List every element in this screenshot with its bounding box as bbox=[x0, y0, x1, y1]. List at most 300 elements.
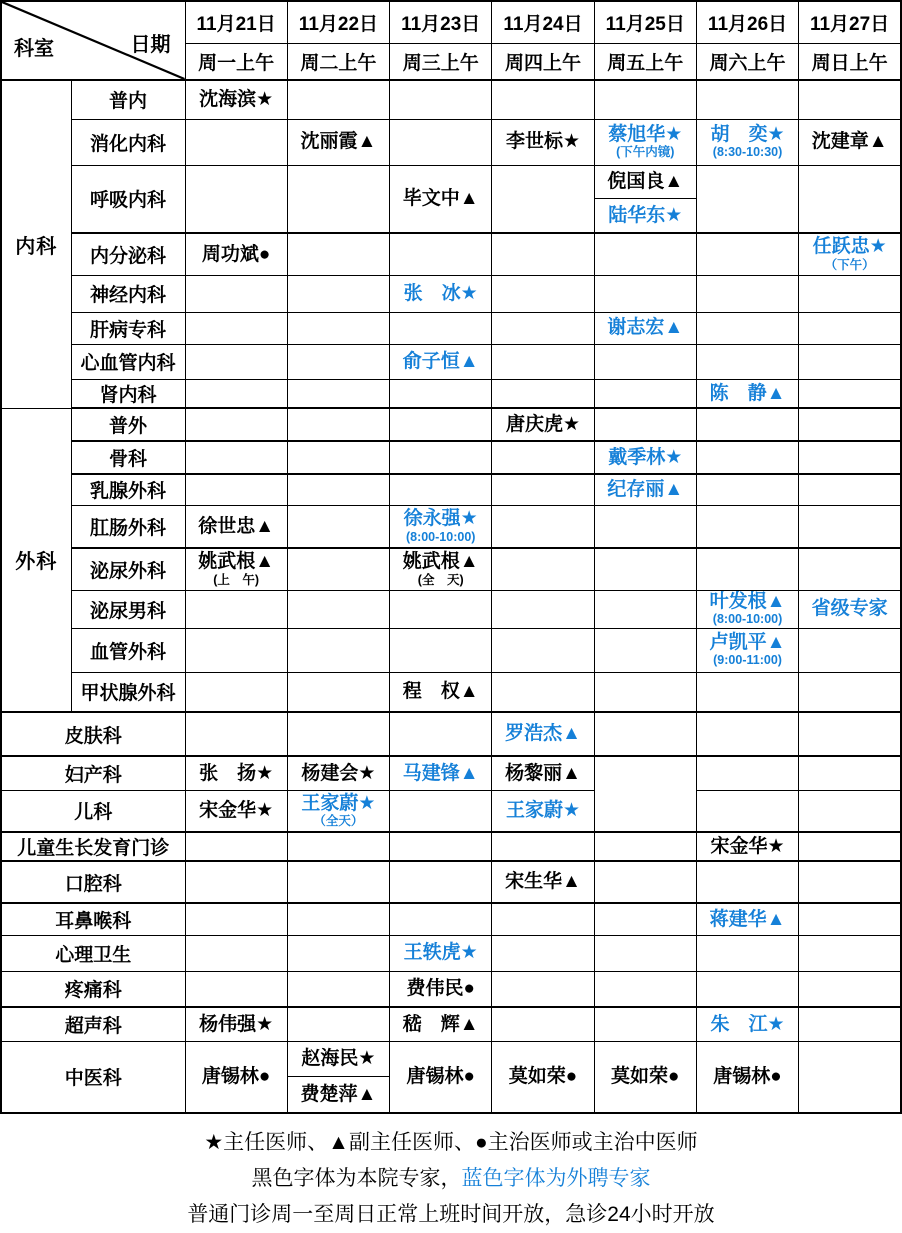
legend-symbols: ★主任医师、▲副主任医师、●主治医师或主治中医师 bbox=[204, 1131, 698, 1154]
schedule-cell bbox=[594, 628, 696, 672]
schedule-row bbox=[1, 119, 901, 165]
schedule-cell bbox=[696, 590, 798, 628]
schedule-cell bbox=[492, 1007, 594, 1041]
schedule-cell bbox=[799, 628, 901, 672]
schedule-cell bbox=[185, 119, 287, 165]
schedule-cell bbox=[594, 1041, 696, 1113]
doctor-entry: 杨黎丽▲ bbox=[505, 762, 581, 784]
corner-label-date: 日期 bbox=[130, 34, 171, 56]
doctor-entry: 毕文中▲ bbox=[402, 188, 479, 210]
dept-label: 甲状腺外科 bbox=[71, 672, 185, 712]
schedule-cell bbox=[594, 80, 696, 119]
schedule-cell bbox=[185, 790, 287, 832]
column-header-date: 11月27日 bbox=[799, 1, 901, 43]
schedule-cell bbox=[492, 275, 594, 312]
schedule-cell bbox=[594, 379, 696, 408]
doctor-entry: 胡 奕★ bbox=[710, 124, 785, 146]
schedule-cell bbox=[799, 275, 901, 312]
doctor-entry: 唐庆虎★ bbox=[505, 413, 580, 435]
schedule-cell bbox=[390, 441, 492, 474]
schedule-cell bbox=[185, 628, 287, 672]
schedule-cell bbox=[287, 672, 389, 712]
schedule-cell bbox=[287, 233, 389, 275]
dept-label: 泌尿男科 bbox=[71, 590, 185, 628]
dept-label: 疼痛科 bbox=[1, 971, 185, 1007]
schedule-cell bbox=[390, 590, 492, 628]
schedule-cell bbox=[696, 165, 798, 233]
schedule-subcell bbox=[595, 198, 696, 232]
schedule-cell bbox=[696, 119, 798, 165]
schedule-cell bbox=[492, 379, 594, 408]
schedule-cell bbox=[799, 312, 901, 344]
doctor-entry: 徐永强★ bbox=[403, 508, 478, 530]
schedule-cell bbox=[492, 1041, 594, 1113]
schedule-cell bbox=[390, 548, 492, 590]
schedule-row bbox=[1, 790, 901, 832]
schedule-cell bbox=[287, 379, 389, 408]
schedule-cell bbox=[185, 233, 287, 275]
doctor-entry: 费楚萍▲ bbox=[300, 1083, 377, 1105]
schedule-cell bbox=[594, 935, 696, 971]
schedule-cell bbox=[594, 756, 696, 832]
schedule-cell bbox=[594, 903, 696, 935]
schedule-cell bbox=[185, 548, 287, 590]
schedule-cell bbox=[696, 935, 798, 971]
schedule-note: (8:30-10:30) bbox=[712, 145, 783, 160]
schedule-cell bbox=[390, 344, 492, 379]
schedule-cell bbox=[799, 548, 901, 590]
doctor-entry: 倪国良▲ bbox=[607, 171, 684, 193]
column-header-date: 11月22日 bbox=[287, 1, 389, 43]
schedule-cell bbox=[799, 971, 901, 1007]
schedule-note: （下午） bbox=[824, 257, 875, 272]
schedule-cell bbox=[287, 548, 389, 590]
schedule-cell bbox=[185, 712, 287, 756]
schedule-cell bbox=[287, 474, 389, 505]
legend-blue-text: 蓝色字体为外聘专家 bbox=[461, 1167, 651, 1190]
doctor-entry: 任跃忠★ bbox=[812, 236, 887, 258]
schedule-cell bbox=[696, 312, 798, 344]
schedule-cell bbox=[287, 903, 389, 935]
dept-label: 心理卫生 bbox=[1, 935, 185, 971]
dept-label: 儿童生长发育门诊 bbox=[1, 832, 185, 861]
schedule-cell bbox=[594, 548, 696, 590]
group-label: 内科 bbox=[1, 80, 71, 408]
schedule-cell bbox=[287, 756, 389, 790]
schedule-row bbox=[1, 590, 901, 628]
dept-label: 耳鼻喉科 bbox=[1, 903, 185, 935]
opening-hours-note: 普通门诊周一至周日正常上班时间开放，急诊24小时开放 bbox=[187, 1203, 715, 1226]
schedule-row bbox=[1, 312, 901, 344]
group-label: 外科 bbox=[1, 408, 71, 712]
doctor-entry: 王家蔚★ bbox=[505, 800, 580, 822]
schedule-cell bbox=[287, 441, 389, 474]
column-header-day: 周一上午 bbox=[185, 43, 287, 80]
schedule-cell bbox=[287, 1007, 389, 1041]
corner-header bbox=[1, 1, 185, 80]
schedule-cell bbox=[696, 548, 798, 590]
doctor-entry: 马建锋▲ bbox=[402, 762, 479, 784]
schedule-row bbox=[1, 275, 901, 312]
schedule-cell bbox=[185, 756, 287, 790]
schedule-note: (全 天) bbox=[417, 572, 464, 587]
doctor-entry: 罗浩杰▲ bbox=[505, 723, 581, 745]
legend-footer bbox=[0, 1114, 902, 1233]
doctor-entry: 沈海滨★ bbox=[199, 89, 274, 111]
dept-label: 乳腺外科 bbox=[71, 474, 185, 505]
schedule-note: (8:00-10:00) bbox=[405, 529, 476, 544]
schedule-row bbox=[1, 971, 901, 1007]
header-row-dates bbox=[1, 1, 901, 43]
schedule-note: (上 午) bbox=[213, 572, 260, 587]
schedule-cell bbox=[799, 344, 901, 379]
schedule-cell bbox=[696, 379, 798, 408]
schedule-cell bbox=[492, 712, 594, 756]
schedule-subcell bbox=[595, 166, 696, 199]
schedule-cell bbox=[594, 312, 696, 344]
schedule-row bbox=[1, 344, 901, 379]
schedule-row bbox=[1, 832, 901, 861]
schedule-cell bbox=[696, 441, 798, 474]
dept-label: 普内 bbox=[71, 80, 185, 119]
schedule-cell bbox=[799, 672, 901, 712]
schedule-cell bbox=[287, 408, 389, 441]
schedule-cell bbox=[492, 474, 594, 505]
schedule-cell bbox=[287, 505, 389, 548]
schedule-cell bbox=[492, 548, 594, 590]
schedule-cell bbox=[696, 1007, 798, 1041]
schedule-note: （全天） bbox=[313, 814, 364, 829]
schedule-cell bbox=[594, 505, 696, 548]
schedule-cell bbox=[287, 119, 389, 165]
schedule-cell bbox=[185, 832, 287, 861]
schedule-cell bbox=[696, 275, 798, 312]
doctor-entry: 张 扬★ bbox=[199, 762, 274, 784]
schedule-cell bbox=[492, 233, 594, 275]
dept-label: 肾内科 bbox=[71, 379, 185, 408]
dept-label: 呼吸内科 bbox=[71, 165, 185, 233]
schedule-cell bbox=[287, 80, 389, 119]
schedule-cell bbox=[492, 119, 594, 165]
doctor-entry: 姚武根▲ bbox=[198, 551, 275, 573]
schedule-cell bbox=[492, 312, 594, 344]
schedule-cell bbox=[594, 441, 696, 474]
schedule-row bbox=[1, 505, 901, 548]
schedule-cell bbox=[492, 861, 594, 903]
schedule-row bbox=[1, 233, 901, 275]
column-header-day: 周四上午 bbox=[492, 43, 594, 80]
schedule-cell bbox=[390, 312, 492, 344]
schedule-cell bbox=[287, 832, 389, 861]
schedule-cell bbox=[594, 474, 696, 505]
schedule-cell bbox=[390, 672, 492, 712]
schedule-cell bbox=[696, 861, 798, 903]
schedule-cell bbox=[390, 756, 492, 790]
schedule-cell bbox=[799, 80, 901, 119]
schedule-cell bbox=[799, 379, 901, 408]
schedule-cell bbox=[390, 275, 492, 312]
doctor-entry: 杨建会★ bbox=[301, 762, 376, 784]
schedule-cell bbox=[185, 971, 287, 1007]
schedule-cell bbox=[696, 474, 798, 505]
doctor-entry: 省级专家 bbox=[811, 598, 888, 620]
schedule-row bbox=[1, 548, 901, 590]
schedule-cell bbox=[185, 505, 287, 548]
schedule-cell bbox=[696, 505, 798, 548]
schedule-row bbox=[1, 935, 901, 971]
dept-label: 神经内科 bbox=[71, 275, 185, 312]
schedule-cell bbox=[799, 119, 901, 165]
doctor-entry: 唐锡林● bbox=[713, 1066, 782, 1088]
schedule-cell bbox=[185, 672, 287, 712]
schedule-cell bbox=[696, 790, 798, 832]
schedule-cell bbox=[799, 903, 901, 935]
schedule-cell bbox=[696, 628, 798, 672]
schedule-cell bbox=[492, 408, 594, 441]
schedule-row bbox=[1, 672, 901, 712]
doctor-entry: 李世标★ bbox=[505, 131, 580, 153]
schedule-note: (8:00-10:00) bbox=[712, 612, 783, 627]
doctor-entry: 姚武根▲ bbox=[402, 551, 479, 573]
dept-label: 妇产科 bbox=[1, 756, 185, 790]
doctor-entry: 王家蔚★ bbox=[301, 792, 376, 814]
doctor-entry: 唐锡林● bbox=[406, 1066, 475, 1088]
schedule-cell bbox=[492, 903, 594, 935]
schedule-cell bbox=[390, 790, 492, 832]
schedule-cell bbox=[696, 408, 798, 441]
schedule-body bbox=[1, 80, 901, 1113]
schedule-cell bbox=[287, 971, 389, 1007]
schedule-row bbox=[1, 80, 901, 119]
legend-colors bbox=[0, 1161, 902, 1197]
schedule-subcell bbox=[288, 1076, 389, 1112]
schedule-cell bbox=[287, 861, 389, 903]
dept-label: 心血管内科 bbox=[71, 344, 185, 379]
doctor-entry: 朱 江★ bbox=[710, 1013, 785, 1035]
schedule-cell bbox=[390, 1041, 492, 1113]
schedule-cell bbox=[287, 275, 389, 312]
schedule-cell bbox=[390, 861, 492, 903]
schedule-row bbox=[1, 628, 901, 672]
schedule-cell bbox=[799, 474, 901, 505]
schedule-cell bbox=[492, 756, 594, 790]
schedule-cell bbox=[185, 275, 287, 312]
schedule-cell bbox=[799, 165, 901, 233]
schedule-cell bbox=[287, 628, 389, 672]
schedule-cell bbox=[696, 832, 798, 861]
schedule-cell bbox=[799, 832, 901, 861]
doctor-entry: 程 权▲ bbox=[402, 681, 479, 703]
schedule-cell bbox=[287, 312, 389, 344]
column-header-date: 11月25日 bbox=[594, 1, 696, 43]
column-header-day: 周二上午 bbox=[287, 43, 389, 80]
schedule-row bbox=[1, 1041, 901, 1113]
doctor-entry: 杨伟强★ bbox=[199, 1013, 274, 1035]
schedule-cell bbox=[799, 790, 901, 832]
schedule-cell bbox=[696, 233, 798, 275]
schedule-cell bbox=[696, 344, 798, 379]
doctor-entry: 宋生华▲ bbox=[505, 871, 581, 893]
schedule-cell bbox=[594, 1007, 696, 1041]
schedule-row bbox=[1, 441, 901, 474]
schedule-cell bbox=[287, 1041, 389, 1113]
schedule-cell bbox=[390, 80, 492, 119]
schedule-cell bbox=[185, 590, 287, 628]
schedule-cell bbox=[185, 312, 287, 344]
schedule-cell bbox=[390, 971, 492, 1007]
schedule-cell bbox=[390, 233, 492, 275]
dept-label: 皮肤科 bbox=[1, 712, 185, 756]
schedule-row bbox=[1, 861, 901, 903]
schedule-cell bbox=[492, 590, 594, 628]
doctor-entry: 俞子恒▲ bbox=[402, 350, 479, 372]
schedule-cell bbox=[492, 971, 594, 1007]
doctor-entry: 赵海民★ bbox=[301, 1048, 376, 1070]
column-header-day: 周六上午 bbox=[696, 43, 798, 80]
schedule-cell bbox=[390, 628, 492, 672]
schedule-row bbox=[1, 474, 901, 505]
corner-label-department: 科室 bbox=[14, 38, 54, 60]
schedule-cell bbox=[594, 712, 696, 756]
doctor-entry: 莫如荣● bbox=[508, 1066, 578, 1088]
schedule-cell bbox=[492, 935, 594, 971]
schedule-cell bbox=[287, 590, 389, 628]
schedule-cell bbox=[799, 861, 901, 903]
dept-label: 肝病专科 bbox=[71, 312, 185, 344]
schedule-cell bbox=[594, 672, 696, 712]
schedule-cell bbox=[390, 505, 492, 548]
schedule-row bbox=[1, 903, 901, 935]
schedule-cell bbox=[799, 590, 901, 628]
doctor-entry: 徐世忠▲ bbox=[198, 515, 275, 537]
schedule-cell bbox=[492, 344, 594, 379]
doctor-entry: 蔡旭华★ bbox=[608, 124, 683, 146]
schedule-cell bbox=[696, 971, 798, 1007]
schedule-cell bbox=[799, 1007, 901, 1041]
schedule-cell bbox=[594, 861, 696, 903]
schedule-cell bbox=[594, 233, 696, 275]
dept-label: 消化内科 bbox=[71, 119, 185, 165]
schedule-cell bbox=[492, 790, 594, 832]
schedule-cell bbox=[287, 165, 389, 233]
schedule-cell bbox=[185, 344, 287, 379]
doctor-entry: 张 冰★ bbox=[403, 282, 478, 304]
schedule-cell bbox=[287, 790, 389, 832]
schedule-cell bbox=[594, 119, 696, 165]
schedule-row bbox=[1, 712, 901, 756]
schedule-cell bbox=[594, 165, 696, 233]
schedule-note: (9:00-11:00) bbox=[713, 653, 782, 668]
schedule-cell bbox=[185, 903, 287, 935]
schedule-cell bbox=[185, 379, 287, 408]
schedule-cell bbox=[185, 408, 287, 441]
doctor-entry: 谢志宏▲ bbox=[607, 317, 684, 339]
doctor-entry: 沈丽霞▲ bbox=[300, 131, 377, 153]
doctor-entry: 宋金华★ bbox=[199, 800, 274, 822]
schedule-cell bbox=[185, 80, 287, 119]
column-header-date: 11月23日 bbox=[390, 1, 492, 43]
dept-label: 普外 bbox=[71, 408, 185, 441]
doctor-entry: 蒋建华▲ bbox=[709, 908, 786, 930]
dept-label: 泌尿外科 bbox=[71, 548, 185, 590]
schedule-cell bbox=[799, 505, 901, 548]
doctor-entry: 叶发根▲ bbox=[709, 591, 786, 613]
schedule-cell bbox=[594, 344, 696, 379]
schedule-note: (下午内镜) bbox=[616, 145, 675, 160]
schedule-cell bbox=[594, 275, 696, 312]
dept-label: 超声科 bbox=[1, 1007, 185, 1041]
dept-label: 口腔科 bbox=[1, 861, 185, 903]
schedule-cell bbox=[390, 165, 492, 233]
doctor-entry: 嵇 辉▲ bbox=[402, 1013, 479, 1035]
dept-label: 骨科 bbox=[71, 441, 185, 474]
doctor-entry: 陈 静▲ bbox=[709, 382, 786, 404]
schedule-cell bbox=[492, 165, 594, 233]
schedule-row bbox=[1, 408, 901, 441]
schedule-row bbox=[1, 1007, 901, 1041]
schedule-cell bbox=[492, 80, 594, 119]
schedule-cell bbox=[492, 672, 594, 712]
column-header-day: 周三上午 bbox=[390, 43, 492, 80]
doctor-entry: 周功斌● bbox=[201, 243, 271, 265]
schedule-cell bbox=[594, 408, 696, 441]
schedule-cell bbox=[696, 1041, 798, 1113]
schedule-cell bbox=[696, 903, 798, 935]
schedule-cell bbox=[390, 408, 492, 441]
schedule-cell bbox=[799, 441, 901, 474]
schedule-cell bbox=[696, 756, 798, 790]
schedule-cell bbox=[492, 628, 594, 672]
doctor-entry: 戴季林★ bbox=[608, 446, 683, 468]
schedule-cell bbox=[390, 474, 492, 505]
doctor-entry: 王轶虎★ bbox=[403, 942, 478, 964]
schedule-cell bbox=[799, 712, 901, 756]
legend-black-text: 黑色字体为本院专家， bbox=[251, 1167, 462, 1190]
schedule-row bbox=[1, 756, 901, 790]
schedule-cell bbox=[696, 672, 798, 712]
schedule-cell bbox=[492, 505, 594, 548]
schedule-cell bbox=[287, 712, 389, 756]
schedule-cell bbox=[799, 756, 901, 790]
schedule-cell bbox=[594, 832, 696, 861]
schedule-cell bbox=[390, 712, 492, 756]
schedule-cell bbox=[287, 344, 389, 379]
schedule-cell bbox=[594, 971, 696, 1007]
column-header-date: 11月21日 bbox=[185, 1, 287, 43]
doctor-entry: 陆华东★ bbox=[608, 204, 683, 226]
doctor-entry: 莫如荣● bbox=[611, 1066, 680, 1088]
doctor-entry: 费伟民● bbox=[406, 978, 475, 1000]
schedule-cell bbox=[799, 408, 901, 441]
schedule-cell bbox=[185, 441, 287, 474]
doctor-entry: 唐锡林● bbox=[201, 1066, 271, 1088]
schedule-cell bbox=[390, 119, 492, 165]
column-header-date: 11月24日 bbox=[492, 1, 594, 43]
schedule-cell bbox=[799, 233, 901, 275]
doctor-entry: 卢凯平▲ bbox=[709, 632, 786, 654]
schedule-cell bbox=[390, 379, 492, 408]
schedule-cell bbox=[185, 1007, 287, 1041]
doctor-entry: 沈建章▲ bbox=[811, 131, 888, 153]
column-header-date: 11月26日 bbox=[696, 1, 798, 43]
schedule-cell bbox=[185, 861, 287, 903]
schedule-cell bbox=[185, 165, 287, 233]
schedule-cell bbox=[287, 935, 389, 971]
dept-label: 儿科 bbox=[1, 790, 185, 832]
schedule-cell bbox=[185, 474, 287, 505]
schedule-cell bbox=[594, 590, 696, 628]
dept-label: 血管外科 bbox=[71, 628, 185, 672]
